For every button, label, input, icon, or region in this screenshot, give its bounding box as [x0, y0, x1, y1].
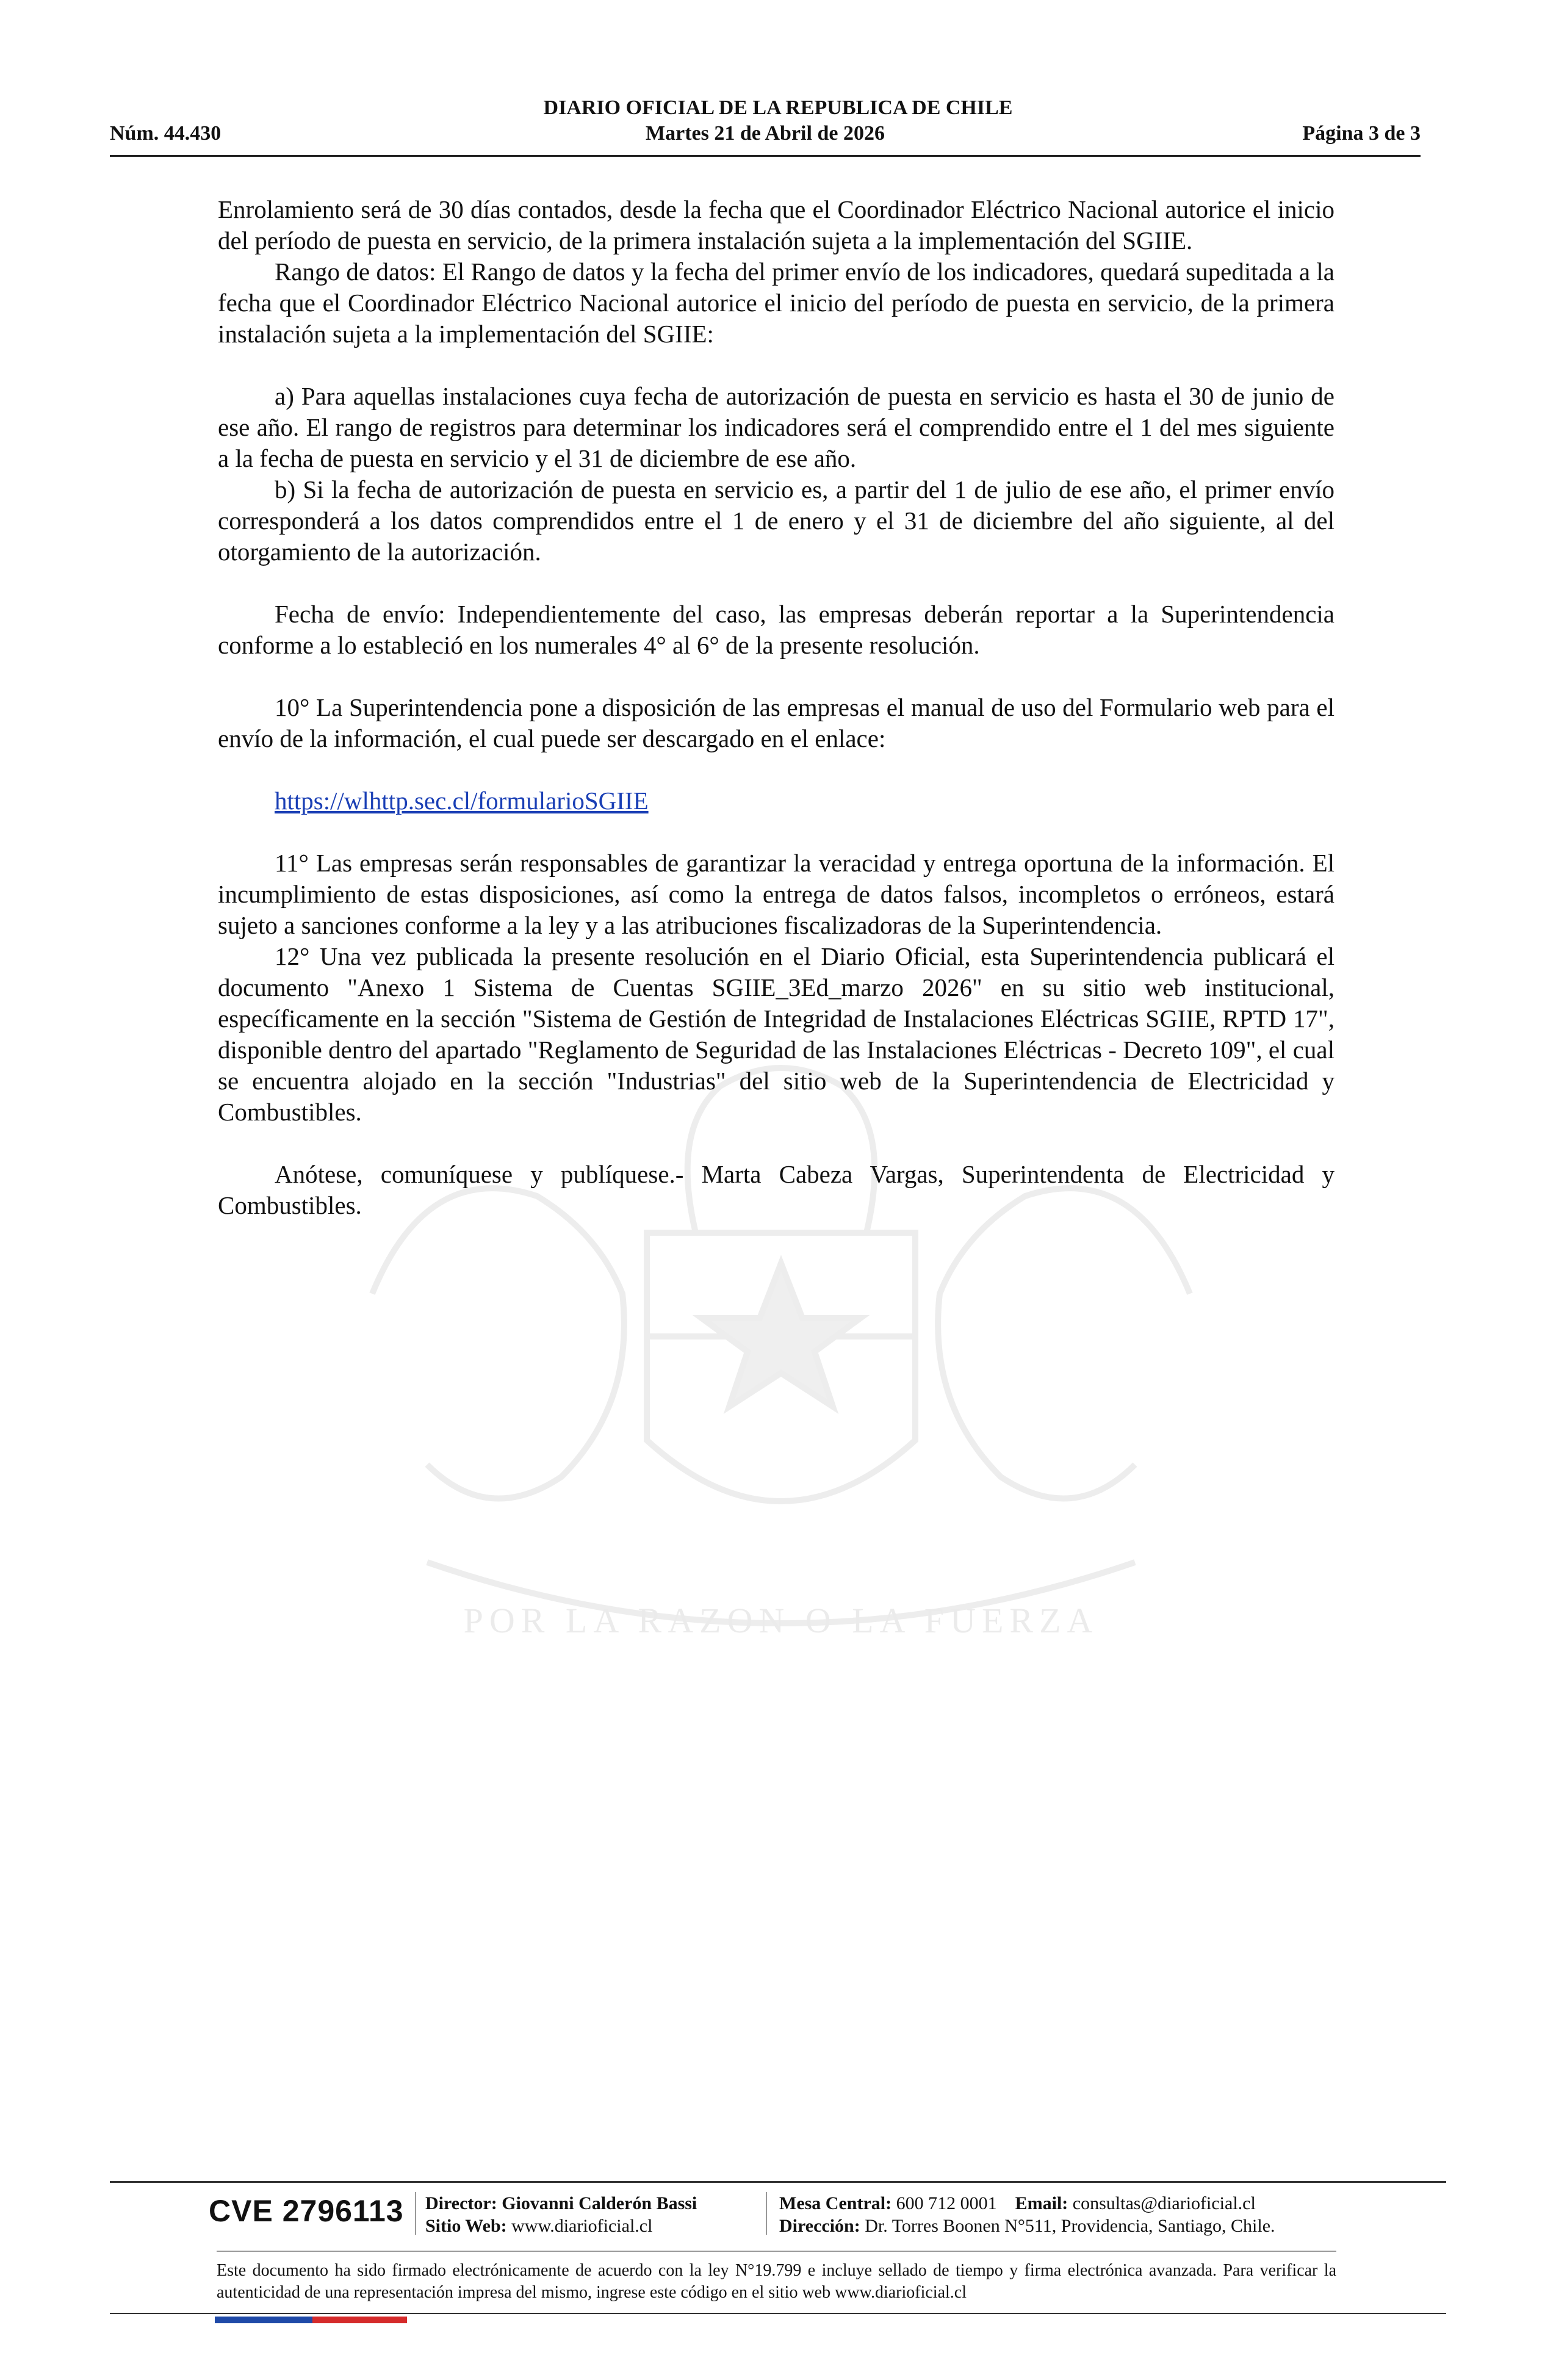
newspaper-title: DIARIO OFICIAL DE LA REPUBLICA DE CHILE [543, 96, 1013, 119]
issue-date: Martes 21 de Abril de 2026 [646, 122, 885, 145]
footer-divider-top [110, 2181, 1446, 2183]
page-number: Página 3 de 3 [1302, 122, 1421, 145]
footer-divider-bottom [110, 2313, 1446, 2314]
footer-separator [766, 2192, 767, 2235]
electronic-signature-note: Este documento ha sido firmado electrónicamente de acuerdo con la ley N°19.799 e incluye sellado de tiempo y firma electrónica avanzada. Para verificar la autenticidad de una representación impresa del mismo, ingrese este código en el sitio web www.diarioficial.cl [217, 2261, 1336, 2302]
issue-number: Núm. 44.430 [110, 122, 222, 145]
website-link[interactable]: www.diarioficial.cl [511, 2216, 653, 2236]
resolution-body [218, 194, 1334, 1221]
footer-divider-mid [217, 2251, 1336, 2252]
paragraph-article-11: 11° Las empresas serán responsables de garantizar la veracidad y entrega oportuna de la información. El incumplimiento de estas disposiciones, así como la entrega de datos falsos, incompletos o erróneos, estará sujeto a sanciones conforme a la ley y a las atribuciones fiscalizadoras de la Superintendencia. [218, 849, 1334, 939]
email-label: Email: [1015, 2193, 1068, 2213]
header-divider [110, 155, 1421, 157]
footer-separator [415, 2192, 416, 2235]
paragraph-rango-datos: Rango de datos: El Rango de datos y la fecha del primer envío de los indicadores, quedará supeditada a la fecha que el Coordinador Eléctrico Nacional autorice el inicio del período de puesta en servicio, de la primera instalación sujeta a la implementación del SGIIE: [218, 258, 1334, 348]
paragraph-article-10: 10° La Superintendencia pone a disposición de las empresas el manual de uso del Formulario web para el envío de la información, el cual puede ser descargado en el enlace: [218, 693, 1334, 752]
cve-code: CVE 2796113 [209, 2194, 404, 2228]
paragraph-closing-signature: Anótese, comuníquese y publíquese.- Marta Cabeza Vargas, Superintendenta de Electricidad y Combustibles. [218, 1160, 1334, 1219]
link-paragraph [218, 785, 1334, 817]
address-label: Dirección: [779, 2216, 860, 2236]
paragraph-enrolamiento: Enrolamiento será de 30 días contados, desde la fecha que el Coordinador Eléctrico Nacional autorice el inicio del período de puesta en servicio, de la primera instalación sujeta a la implementación del SGIIE. [218, 195, 1334, 254]
footer-director-block [425, 2192, 697, 2237]
paragraph-option-b: b) Si la fecha de autorización de puesta en servicio es, a partir del 1 de julio de ese año, el primer envío corresponderá a los datos comprendidos entre el 1 de enero y el 31 de diciembre del año siguiente, al del otorgamiento de la autorización. [218, 475, 1334, 566]
email-link[interactable]: consultas@diarioficial.cl [1072, 2193, 1256, 2213]
paragraph-article-12: 12° Una vez publicada la presente resolución en el Diario Oficial, esta Superintendencia publicará el documento "Anexo 1 Sistema de Cuentas SGIIE_3Ed_marzo 2026" en su sitio web institucional, específicamente en la sección "Sistema de Gestión de Integridad de Instalaciones Eléctricas SGIIE, RPTD 17", disponible dentro del apartado "Reglamento de Seguridad de las Instalaciones Eléctricas - Decreto 109", el cual se encuentra alojado en la sección "Industrias" del sitio web de la Superintendencia de Electricidad y Combustibles. [218, 942, 1334, 1126]
paragraph-fecha-envio: Fecha de envío: Independientemente del caso, las empresas deberán reportar a la Superintendencia conforme a lo estableció en los numerales 4° al 6° de la presente resolución. [218, 600, 1334, 659]
director-label: Director: [425, 2193, 497, 2213]
flag-stripe-red [312, 2317, 407, 2323]
watermark-motto: POR LA RAZON O LA FUERZA [463, 1601, 1099, 1640]
formulario-link[interactable]: https://wlhttp.sec.cl/formularioSGIIE [275, 787, 649, 815]
flag-stripe-blue [215, 2317, 312, 2323]
phone-label: Mesa Central: [779, 2193, 892, 2213]
paragraph-option-a: a) Para aquellas instalaciones cuya fecha de autorización de puesta en servicio es hasta el 30 de junio de ese año. El rango de registros para determinar los indicadores será el comprendido entre el 1 del mes siguiente a la fecha de puesta en servicio y el 31 de diciembre de ese año. [218, 382, 1334, 472]
footer-contact-block [779, 2192, 1275, 2237]
website-label: Sitio Web: [425, 2216, 507, 2236]
address-text: Dr. Torres Boonen N°511, Providencia, Santiago, Chile. [865, 2216, 1275, 2236]
director-name: Giovanni Calderón Bassi [502, 2193, 697, 2213]
phone-number: 600 712 0001 [896, 2193, 997, 2213]
